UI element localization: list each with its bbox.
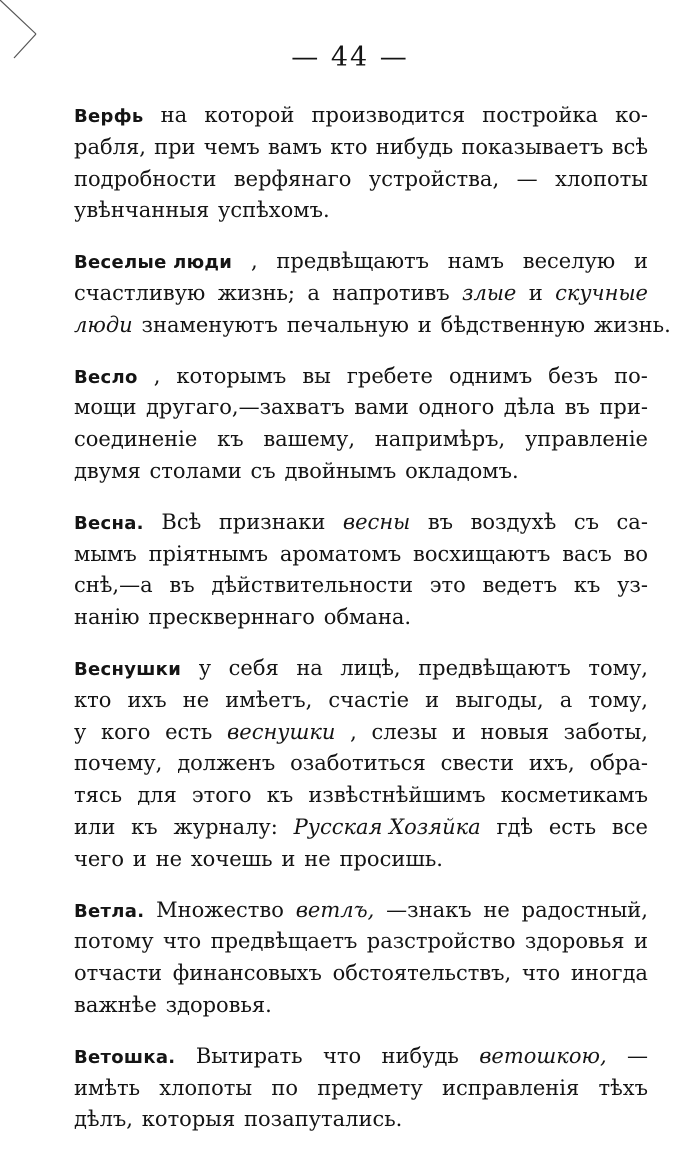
word: къ: [266, 783, 294, 808]
word: и: [417, 312, 432, 337]
word: хочешь: [190, 846, 273, 871]
text-line: [74, 424, 648, 456]
word: дѣйствительности: [211, 573, 413, 598]
word: въ: [427, 509, 454, 534]
word: ароматомъ: [279, 541, 402, 566]
text-line: [74, 926, 648, 958]
text-line: [74, 539, 648, 571]
word: радостный,: [521, 897, 648, 922]
word: предвѣщаютъ: [418, 655, 571, 680]
word: озаботиться: [290, 751, 426, 776]
word: ,: [250, 249, 258, 274]
word: окладомъ.: [405, 458, 519, 483]
word: управленіе: [524, 427, 648, 452]
word: тому,: [588, 655, 648, 680]
word: и: [425, 687, 440, 712]
word: себя: [228, 655, 279, 680]
word: устройства,: [368, 166, 500, 191]
word: тясь: [74, 783, 123, 808]
word: и: [281, 846, 296, 871]
word: другаго,—захватъ: [146, 395, 345, 420]
word: жизнь.: [593, 312, 671, 337]
word: просишь.: [339, 846, 443, 871]
word: что: [163, 929, 202, 954]
word: которой: [204, 103, 295, 127]
text-line: [74, 392, 648, 424]
word: чего: [74, 846, 124, 871]
word: —знакъ: [386, 897, 472, 922]
word: у: [198, 655, 212, 680]
word: признаки: [218, 509, 326, 534]
word: пріятнымъ: [148, 541, 268, 566]
text-line: [74, 195, 648, 227]
word: важнѣе: [74, 992, 157, 1017]
word: съ: [250, 458, 276, 483]
text-line: [74, 164, 648, 196]
word: заботы,: [563, 719, 648, 744]
word: исправленія: [441, 1075, 580, 1100]
word: на: [296, 655, 323, 680]
text-line: [74, 844, 648, 876]
word: которымъ: [176, 363, 287, 388]
word: не: [304, 846, 331, 871]
dictionary-entry: [74, 361, 648, 488]
word: предвѣщаютъ: [276, 249, 429, 274]
word: не: [483, 897, 510, 922]
italic-word: веснушки: [227, 719, 336, 744]
word: мощи: [74, 395, 137, 420]
word: при-: [599, 395, 648, 420]
word: дѣлъ,: [74, 1107, 133, 1132]
word: прескверннаго: [148, 605, 315, 630]
dictionary-entry: [74, 246, 671, 341]
word: знаменуютъ: [141, 312, 278, 337]
word: на: [160, 103, 188, 127]
word: есть: [165, 719, 213, 744]
word: ко-: [615, 103, 648, 127]
word: свести: [440, 751, 514, 776]
text-line: [74, 361, 648, 393]
word: хлопоты: [159, 1075, 253, 1100]
word: иногда: [570, 961, 648, 986]
word: хлопоты: [555, 166, 648, 191]
word: всѣ: [611, 134, 648, 159]
text-line: [74, 1104, 648, 1136]
word: подробности: [74, 166, 217, 191]
italic-word: Русская Хозяйка: [293, 814, 481, 839]
word: все: [611, 814, 648, 839]
word: мымъ: [74, 541, 137, 566]
word: производится: [311, 103, 466, 127]
word: однимъ: [448, 363, 533, 388]
word: обмана.: [323, 605, 412, 630]
word: не: [155, 846, 183, 871]
word: извѣстнѣйшимъ: [308, 783, 486, 808]
word: по-: [614, 363, 648, 388]
text-line: [74, 570, 648, 602]
word: гдѣ: [496, 814, 534, 839]
word: для: [137, 783, 177, 808]
word: что: [521, 961, 561, 986]
word: здоровья.: [165, 992, 272, 1017]
word: уз-: [617, 573, 648, 598]
word: отчасти: [74, 961, 163, 986]
word: имѣетъ,: [225, 687, 313, 712]
text-line: [74, 1041, 648, 1073]
text-line: [74, 100, 648, 132]
word: гребете: [346, 363, 433, 388]
word: двумя: [74, 458, 141, 483]
word: напротивъ: [332, 280, 450, 305]
italic-word: скучные: [555, 280, 648, 305]
text-line: [74, 132, 648, 164]
word: соединеніе: [74, 427, 198, 452]
word: имѣть: [74, 1075, 141, 1100]
word: при: [154, 134, 196, 159]
word: бѣдственную: [440, 312, 586, 337]
word: къ: [573, 573, 601, 598]
text-line: [74, 1073, 648, 1105]
word: воздухѣ: [470, 509, 557, 534]
entry-headword: Весло: [74, 366, 138, 388]
word: долженъ: [177, 751, 276, 776]
word: печальную: [286, 312, 409, 337]
word: это: [429, 573, 466, 598]
word: одного: [418, 395, 495, 420]
word: намъ: [447, 249, 504, 274]
word: увѣнчанныя: [74, 198, 210, 223]
page-number: — 44 —: [291, 42, 409, 73]
word: снѣ,—а: [74, 573, 153, 598]
word: успѣхомъ.: [218, 198, 330, 223]
text-line: [74, 507, 648, 539]
word: косметикамъ: [500, 783, 648, 808]
word: а: [307, 280, 320, 305]
dictionary-entry: [74, 653, 648, 876]
word: по: [271, 1075, 298, 1100]
word: рабля,: [74, 134, 146, 159]
word: этого: [191, 783, 252, 808]
word: нанію: [74, 605, 140, 630]
word: вашему,: [263, 427, 355, 452]
dictionary-entry: [74, 507, 648, 634]
text-line: [74, 990, 648, 1022]
word: новыя: [480, 719, 549, 744]
entry-headword: Веселые люди: [74, 252, 233, 274]
word: и: [528, 280, 543, 305]
word: вами: [354, 395, 409, 420]
word: съ: [573, 509, 599, 534]
word: позапутались.: [244, 1107, 403, 1132]
word: напримѣръ,: [374, 427, 506, 452]
text-line: [74, 812, 648, 844]
word: у: [74, 719, 87, 744]
word: кого: [101, 719, 151, 744]
text-line: [74, 958, 648, 990]
word: журналу:: [173, 814, 278, 839]
word: —: [516, 166, 538, 191]
word: Всѣ: [161, 509, 202, 534]
text-line: [74, 748, 648, 780]
italic-word: ветлъ,: [295, 897, 375, 922]
word: и: [132, 846, 147, 871]
word: нибудь: [381, 1043, 459, 1068]
text-line: [74, 310, 671, 342]
word: лицѣ,: [340, 655, 401, 680]
word: —: [627, 1043, 648, 1068]
word: столами: [149, 458, 242, 483]
word: кто: [74, 687, 112, 712]
word: есть: [548, 814, 597, 839]
word: ихъ,: [528, 751, 575, 776]
word: Множество: [156, 897, 284, 922]
text-line: [74, 685, 648, 717]
word: безъ: [548, 363, 599, 388]
word: счастіе: [328, 687, 410, 712]
word: выгоды,: [455, 687, 544, 712]
italic-word: злые: [462, 280, 517, 305]
word: кто: [330, 134, 368, 159]
body-text: [74, 100, 671, 1155]
word: почему,: [74, 751, 163, 776]
word: показываетъ: [461, 134, 604, 159]
word: ихъ: [127, 687, 167, 712]
word: слезы: [371, 719, 438, 744]
word: въ: [169, 573, 195, 598]
word: ,: [350, 719, 357, 744]
word: тѣхъ: [598, 1075, 648, 1100]
word: или: [74, 814, 116, 839]
word: счастливую: [74, 280, 206, 305]
word: которыя: [141, 1107, 236, 1132]
word: восхищаютъ: [413, 541, 551, 566]
word: чемъ: [203, 134, 260, 159]
entry-headword: Ветошка.: [74, 1046, 176, 1068]
word: двойнымъ: [284, 458, 397, 483]
italic-word: люди: [74, 312, 133, 337]
entry-headword: Верфь: [74, 106, 144, 127]
dictionary-entry: [74, 100, 648, 227]
text-line: [74, 602, 648, 634]
word: разстройство: [366, 929, 516, 954]
word: ведетъ: [482, 573, 558, 598]
word: и: [633, 249, 648, 274]
word: нибудь: [375, 134, 454, 159]
word: и: [451, 719, 466, 744]
word: вы: [302, 363, 331, 388]
word: постройка: [482, 103, 598, 127]
word: предмету: [317, 1075, 423, 1100]
word: и: [633, 929, 648, 954]
word: ,: [153, 363, 161, 388]
word: къ: [131, 814, 158, 839]
word: верфянаго: [233, 166, 352, 191]
word: веселую: [522, 249, 616, 274]
word: финансовыхъ: [172, 961, 322, 986]
word: жизнь;: [217, 280, 295, 305]
word: въ: [564, 395, 590, 420]
entry-headword: Ветла.: [74, 900, 145, 922]
text-line: [74, 717, 648, 749]
word: не: [182, 687, 210, 712]
word: са-: [616, 509, 648, 534]
word: обра-: [589, 751, 648, 776]
word: васъ: [562, 541, 612, 566]
dictionary-entry: [74, 1041, 648, 1136]
text-line: [74, 246, 648, 278]
entry-headword: Веснушки: [74, 658, 182, 680]
text-line: [74, 780, 648, 812]
word: къ: [217, 427, 244, 452]
italic-word: ветошкою,: [479, 1043, 607, 1068]
word: обстоятельствъ,: [332, 961, 512, 986]
text-line: [74, 895, 648, 927]
word: Вытирать: [195, 1043, 303, 1068]
italic-word: весны: [342, 509, 411, 534]
word: вамъ: [267, 134, 322, 159]
word: дѣла: [503, 395, 556, 420]
word: что: [322, 1043, 362, 1068]
word: во: [623, 541, 648, 566]
word: тому,: [588, 687, 648, 712]
text-line: [74, 278, 648, 310]
text-line: [74, 456, 648, 488]
dictionary-entry: [74, 895, 648, 1022]
word: а: [559, 687, 573, 712]
text-line: [74, 653, 648, 685]
word: предвѣщаетъ: [210, 929, 358, 954]
word: здоровья: [524, 929, 625, 954]
entry-headword: Весна.: [74, 512, 144, 534]
word: потому: [74, 929, 154, 954]
